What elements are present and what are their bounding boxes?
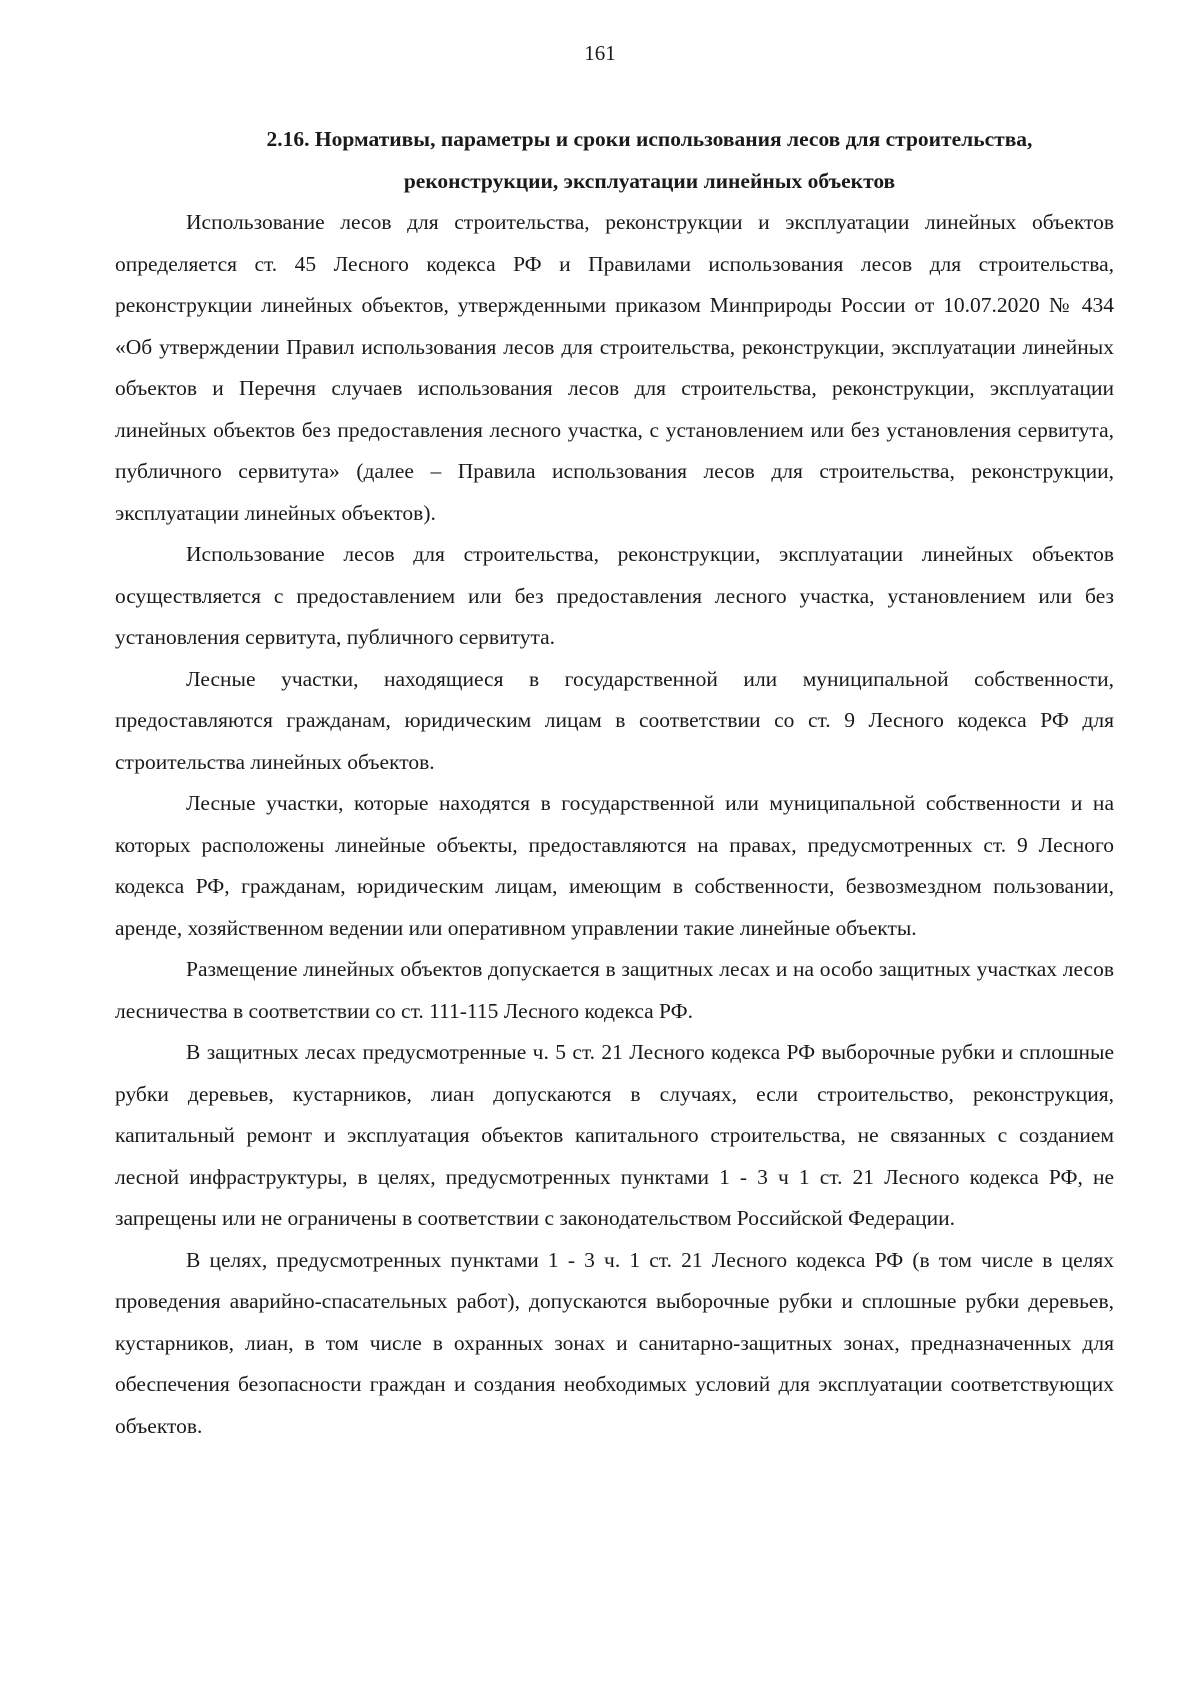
page-number: 161 <box>584 41 616 65</box>
section-heading <box>115 118 1114 202</box>
document-body <box>115 118 1114 1447</box>
paragraph-4: Лесные участки, которые находятся в государственной или муниципальной собственности и на которых расположены линейные объекты, предоставляются на правах, предусмотренных ст. 9 Лесного кодекса РФ, гражданам, юридическим лицам, имеющим в собственности, безвозмездном пользовании, аренде, хозяйственном ведении или оперативном управлении такие линейные объекты. <box>115 791 1114 940</box>
paragraph-7: В целях, предусмотренных пунктами 1 - 3 ч. 1 ст. 21 Лесного кодекса РФ (в том числе в целях проведения аварийно-спасательных работ), допускаются выборочные рубки и сплошные рубки деревьев, кустарников, лиан, в том числе в охранных зонах и санитарно-защитных зонах, предназначенных для обеспечения безопасности граждан и создания необходимых условий для эксплуатации соответствующих объектов. <box>115 1247 1114 1438</box>
paragraph-1: Использование лесов для строительства, реконструкции и эксплуатации линейных объектов определяется ст. 45 Лесного кодекса РФ и Правилами использования лесов для строительства, реконструкции линейных объектов, утвержденными приказом Минприроды России от 10.07.2020 № 434 «Об утверждении Правил использования лесов для строительства, реконструкции, эксплуатации линейных объектов и Перечня случаев использования лесов для строительства, реконструкции, эксплуатации линейных объектов без предоставления лесного участка, с установлением или без установления сервитута, публичного сервитута» (далее – Правила использования лесов для строительства, реконструкции, эксплуатации линейных объектов). <box>115 210 1114 525</box>
section-heading-line-1: 2.16. Нормативы, параметры и сроки использования лесов для строительства, <box>266 127 1033 151</box>
paragraph-3: Лесные участки, находящиеся в государственной или муниципальной собственности, предоставляются гражданам, юридическим лицам в соответствии со ст. 9 Лесного кодекса РФ для строительства линейных объектов. <box>115 666 1114 774</box>
paragraph-5: Размещение линейных объектов допускается в защитных лесах и на особо защитных участках лесов лесничества в соответствии со ст. 111-115 Лесного кодекса РФ. <box>115 957 1114 1023</box>
paragraph-6: В защитных лесах предусмотренные ч. 5 ст. 21 Лесного кодекса РФ выборочные рубки и сплошные рубки деревьев, кустарников, лиан допускаются в случаях, если строительство, реконструкция, капитальный ремонт и эксплуатация объектов капитального строительства, не связанных с созданием лесной инфраструктуры, в целях, предусмотренных пунктами 1 - 3 ч 1 ст. 21 Лесного кодекса РФ, не запрещены или не ограничены в соответствии с законодательством Российской Федерации. <box>115 1040 1114 1230</box>
paragraph-2: Использование лесов для строительства, реконструкции, эксплуатации линейных объектов осуществляется с предоставлением или без предоставления лесного участка, установлением или без установления сервитута, публичного сервитута. <box>115 542 1114 649</box>
section-heading-line-2: реконструкции, эксплуатации линейных объектов <box>403 169 896 193</box>
